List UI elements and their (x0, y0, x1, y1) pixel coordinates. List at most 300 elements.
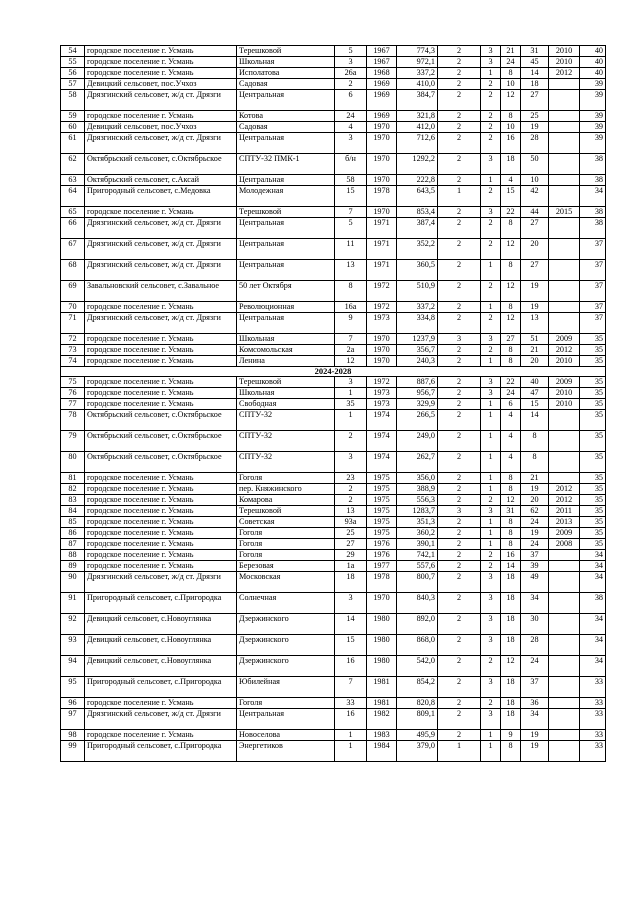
floors: 2 (438, 561, 481, 572)
residents: 27 (521, 260, 549, 281)
table-row (61, 334, 606, 345)
apartments: 4 (501, 175, 521, 186)
table-row (61, 635, 606, 656)
repair-year (549, 473, 580, 484)
row-number: 90 (61, 572, 85, 593)
year-built: 1972 (367, 377, 397, 388)
area: 356,0 (397, 473, 438, 484)
year-built: 1969 (367, 111, 397, 122)
floors: 2 (438, 410, 481, 431)
street: Центральная (237, 313, 335, 334)
area: 854,2 (397, 677, 438, 698)
row-number: 82 (61, 484, 85, 495)
table-row (61, 399, 606, 410)
wear-rank: 39 (580, 111, 606, 122)
entrances: 1 (481, 431, 501, 452)
street: Центральная (237, 90, 335, 111)
street: Школьная (237, 388, 335, 399)
year-built: 1975 (367, 517, 397, 528)
house-number: 9 (335, 313, 367, 334)
house-number: 11 (335, 239, 367, 260)
year-built: 1970 (367, 133, 397, 154)
year-built: 1970 (367, 345, 397, 356)
floors: 1 (438, 186, 481, 207)
municipality: городское поселение г. Усмань (85, 345, 237, 356)
residents: 25 (521, 111, 549, 122)
area: 868,0 (397, 635, 438, 656)
wear-rank: 38 (580, 207, 606, 218)
row-number: 97 (61, 709, 85, 730)
floors: 2 (438, 495, 481, 506)
residents: 14 (521, 410, 549, 431)
apartments: 4 (501, 431, 521, 452)
entrances: 1 (481, 356, 501, 367)
floors: 2 (438, 345, 481, 356)
floors: 2 (438, 550, 481, 561)
repair-year: 2015 (549, 207, 580, 218)
area: 887,6 (397, 377, 438, 388)
entrances: 3 (481, 46, 501, 57)
apartments: 15 (501, 186, 521, 207)
row-number: 58 (61, 90, 85, 111)
area: 892,0 (397, 614, 438, 635)
municipality: Дрязгинский сельсовет, ж/д ст. Дрязги (85, 239, 237, 260)
table-row (61, 133, 606, 154)
area: 840,3 (397, 593, 438, 614)
residents: 40 (521, 377, 549, 388)
year-built: 1970 (367, 175, 397, 186)
street: Гоголя (237, 698, 335, 709)
street: СПТУ-32 (237, 431, 335, 452)
repair-year (549, 218, 580, 239)
repair-year: 2010 (549, 57, 580, 68)
repair-year: 2010 (549, 46, 580, 57)
residents: 34 (521, 593, 549, 614)
residents: 30 (521, 614, 549, 635)
street: Центральная (237, 709, 335, 730)
residents: 19 (521, 122, 549, 133)
residents: 20 (521, 239, 549, 260)
entrances: 1 (481, 473, 501, 484)
floors: 2 (438, 593, 481, 614)
municipality: городское поселение г. Усмань (85, 68, 237, 79)
year-built: 1977 (367, 561, 397, 572)
floors: 2 (438, 517, 481, 528)
area: 334,8 (397, 313, 438, 334)
apartments: 8 (501, 345, 521, 356)
apartments: 6 (501, 399, 521, 410)
apartments: 9 (501, 730, 521, 741)
entrances: 1 (481, 528, 501, 539)
area: 249,0 (397, 431, 438, 452)
apartments: 24 (501, 57, 521, 68)
municipality: городское поселение г. Усмань (85, 495, 237, 506)
floors: 2 (438, 473, 481, 484)
apartments: 16 (501, 550, 521, 561)
house-number: 58 (335, 175, 367, 186)
table-row (61, 239, 606, 260)
municipality: Дрязгинский сельсовет, ж/д ст. Дрязги (85, 260, 237, 281)
row-number: 72 (61, 334, 85, 345)
table-row (61, 57, 606, 68)
municipality: Октябрьский сельсовет, с.Октябрьское (85, 154, 237, 175)
municipality: Девицкий сельсовет, с.Новоуглянка (85, 614, 237, 635)
year-built: 1978 (367, 186, 397, 207)
row-number: 80 (61, 452, 85, 473)
area: 556,3 (397, 495, 438, 506)
row-number: 67 (61, 239, 85, 260)
wear-rank: 39 (580, 122, 606, 133)
street: Центральная (237, 239, 335, 260)
municipality: Дрязгинский сельсовет, ж/д ст. Дрязги (85, 133, 237, 154)
table-row (61, 656, 606, 677)
municipality: Пригородный сельсовет, с.Медовка (85, 186, 237, 207)
table-row (61, 484, 606, 495)
year-built: 1973 (367, 399, 397, 410)
wear-rank: 39 (580, 133, 606, 154)
residents: 19 (521, 484, 549, 495)
wear-rank: 34 (580, 561, 606, 572)
wear-rank: 37 (580, 239, 606, 260)
table-row (61, 122, 606, 133)
table-row (61, 302, 606, 313)
year-built: 1980 (367, 614, 397, 635)
house-number: 2а (335, 345, 367, 356)
residents: 31 (521, 46, 549, 57)
wear-rank: 37 (580, 281, 606, 302)
municipality: городское поселение г. Усмань (85, 561, 237, 572)
repair-year (549, 281, 580, 302)
wear-rank: 35 (580, 334, 606, 345)
area: 222,8 (397, 175, 438, 186)
street: Ленина (237, 356, 335, 367)
apartments: 8 (501, 741, 521, 762)
house-number: 93а (335, 517, 367, 528)
apartments: 12 (501, 281, 521, 302)
house-number: 29 (335, 550, 367, 561)
table-row (61, 111, 606, 122)
street: Школьная (237, 334, 335, 345)
year-built: 1967 (367, 46, 397, 57)
apartments: 8 (501, 517, 521, 528)
area: 412,0 (397, 122, 438, 133)
year-built: 1975 (367, 506, 397, 517)
row-number: 68 (61, 260, 85, 281)
house-number: 2 (335, 79, 367, 90)
municipality: городское поселение г. Усмань (85, 528, 237, 539)
municipality: Девицкий сельсовет, с.Новоуглянка (85, 656, 237, 677)
wear-rank: 38 (580, 593, 606, 614)
area: 510,9 (397, 281, 438, 302)
street: Терешковой (237, 506, 335, 517)
municipality: Пригородный сельсовет, с.Пригородка (85, 741, 237, 762)
apartments: 10 (501, 122, 521, 133)
apartments: 8 (501, 260, 521, 281)
apartments: 8 (501, 484, 521, 495)
wear-rank: 40 (580, 57, 606, 68)
area: 390,1 (397, 539, 438, 550)
area: 388,9 (397, 484, 438, 495)
house-number: 2 (335, 495, 367, 506)
house-number: 3 (335, 377, 367, 388)
table-row (61, 730, 606, 741)
repair-year: 2013 (549, 517, 580, 528)
repair-year (549, 111, 580, 122)
house-number: 1 (335, 730, 367, 741)
year-built: 1972 (367, 302, 397, 313)
area: 321,8 (397, 111, 438, 122)
street: пер. Княжинского (237, 484, 335, 495)
municipality: городское поселение г. Усмань (85, 207, 237, 218)
year-built: 1976 (367, 539, 397, 550)
entrances: 2 (481, 345, 501, 356)
row-number: 92 (61, 614, 85, 635)
municipality: Дрязгинский сельсовет, ж/д ст. Дрязги (85, 709, 237, 730)
table-row (61, 154, 606, 175)
repair-year (549, 79, 580, 90)
street: Исполатова (237, 68, 335, 79)
house-number: 15 (335, 186, 367, 207)
table-row (61, 313, 606, 334)
municipality: Пригородный сельсовет, с.Пригородка (85, 593, 237, 614)
year-built: 1980 (367, 635, 397, 656)
repair-year: 2008 (549, 539, 580, 550)
entrances: 2 (481, 186, 501, 207)
wear-rank: 33 (580, 709, 606, 730)
residents: 19 (521, 302, 549, 313)
year-built: 1982 (367, 709, 397, 730)
row-number: 94 (61, 656, 85, 677)
repair-year (549, 593, 580, 614)
residents: 28 (521, 635, 549, 656)
year-built: 1974 (367, 410, 397, 431)
street: 50 лет Октября (237, 281, 335, 302)
row-number: 86 (61, 528, 85, 539)
entrances: 1 (481, 399, 501, 410)
wear-rank: 34 (580, 614, 606, 635)
row-number: 75 (61, 377, 85, 388)
floors: 2 (438, 431, 481, 452)
floors: 2 (438, 539, 481, 550)
street: Дзержинского (237, 656, 335, 677)
table-row (61, 506, 606, 517)
year-built: 1969 (367, 90, 397, 111)
entrances: 3 (481, 388, 501, 399)
wear-rank: 33 (580, 730, 606, 741)
street: Центральная (237, 260, 335, 281)
year-built: 1970 (367, 356, 397, 367)
residents: 21 (521, 345, 549, 356)
repair-year (549, 90, 580, 111)
residents: 44 (521, 207, 549, 218)
floors: 2 (438, 614, 481, 635)
row-number: 77 (61, 399, 85, 410)
table-row (61, 260, 606, 281)
apartments: 14 (501, 561, 521, 572)
repair-year (549, 452, 580, 473)
residents: 24 (521, 517, 549, 528)
street: Школьная (237, 57, 335, 68)
floors: 2 (438, 175, 481, 186)
floors: 2 (438, 133, 481, 154)
row-number: 99 (61, 741, 85, 762)
house-number: 25 (335, 528, 367, 539)
row-number: 93 (61, 635, 85, 656)
house-number: 26а (335, 68, 367, 79)
year-built: 1981 (367, 698, 397, 709)
repair-year (549, 260, 580, 281)
floors: 3 (438, 334, 481, 345)
repair-year (549, 614, 580, 635)
house-number: 5 (335, 46, 367, 57)
residents: 27 (521, 90, 549, 111)
table-row (61, 550, 606, 561)
row-number: 98 (61, 730, 85, 741)
entrances: 3 (481, 334, 501, 345)
floors: 2 (438, 79, 481, 90)
floors: 2 (438, 281, 481, 302)
table-row (61, 677, 606, 698)
house-number: 1а (335, 561, 367, 572)
entrances: 3 (481, 614, 501, 635)
house-number: 3 (335, 593, 367, 614)
house-number: 1 (335, 741, 367, 762)
apartments: 8 (501, 68, 521, 79)
house-number: 13 (335, 506, 367, 517)
street: Дзержинского (237, 635, 335, 656)
wear-rank: 39 (580, 90, 606, 111)
house-number: 7 (335, 677, 367, 698)
table-row (61, 79, 606, 90)
municipality: городское поселение г. Усмань (85, 302, 237, 313)
house-number: 33 (335, 698, 367, 709)
year-built: 1975 (367, 495, 397, 506)
area: 820,8 (397, 698, 438, 709)
area: 337,2 (397, 302, 438, 313)
apartments: 18 (501, 635, 521, 656)
apartments: 24 (501, 388, 521, 399)
house-number: 3 (335, 133, 367, 154)
area: 712,6 (397, 133, 438, 154)
year-built: 1970 (367, 334, 397, 345)
house-number: 4 (335, 122, 367, 133)
apartments: 16 (501, 133, 521, 154)
residents: 19 (521, 528, 549, 539)
floors: 2 (438, 218, 481, 239)
area: 351,3 (397, 517, 438, 528)
area: 542,0 (397, 656, 438, 677)
repair-year (549, 572, 580, 593)
year-built: 1983 (367, 730, 397, 741)
repair-year (549, 561, 580, 572)
year-built: 1968 (367, 68, 397, 79)
street: Молодежная (237, 186, 335, 207)
year-built: 1975 (367, 484, 397, 495)
floors: 3 (438, 506, 481, 517)
period-section-row (61, 367, 606, 377)
area: 1283,7 (397, 506, 438, 517)
repair-year (549, 302, 580, 313)
wear-rank: 38 (580, 154, 606, 175)
area: 800,7 (397, 572, 438, 593)
floors: 2 (438, 122, 481, 133)
apartments: 8 (501, 218, 521, 239)
entrances: 3 (481, 709, 501, 730)
residents: 10 (521, 175, 549, 186)
row-number: 63 (61, 175, 85, 186)
floors: 2 (438, 572, 481, 593)
entrances: 1 (481, 175, 501, 186)
table-row (61, 709, 606, 730)
entrances: 1 (481, 730, 501, 741)
entrances: 2 (481, 495, 501, 506)
house-number: 2 (335, 431, 367, 452)
repair-year (549, 410, 580, 431)
house-number: б/н (335, 154, 367, 175)
wear-rank: 35 (580, 399, 606, 410)
table-body (61, 46, 606, 762)
year-built: 1976 (367, 550, 397, 561)
municipality: городское поселение г. Усмань (85, 356, 237, 367)
year-built: 1971 (367, 239, 397, 260)
table-row (61, 495, 606, 506)
street: Центральная (237, 133, 335, 154)
floors: 2 (438, 528, 481, 539)
residents: 15 (521, 399, 549, 410)
row-number: 62 (61, 154, 85, 175)
residents: 62 (521, 506, 549, 517)
area: 387,4 (397, 218, 438, 239)
residents: 47 (521, 388, 549, 399)
floors: 2 (438, 698, 481, 709)
entrances: 2 (481, 698, 501, 709)
entrances: 1 (481, 68, 501, 79)
wear-rank: 38 (580, 218, 606, 239)
house-number: 18 (335, 572, 367, 593)
year-built: 1970 (367, 122, 397, 133)
house-number: 7 (335, 207, 367, 218)
housing-table (60, 45, 606, 762)
residents: 13 (521, 313, 549, 334)
house-number: 24 (335, 111, 367, 122)
wear-rank: 34 (580, 572, 606, 593)
repair-year: 2010 (549, 399, 580, 410)
entrances: 1 (481, 260, 501, 281)
residents: 8 (521, 431, 549, 452)
residents: 24 (521, 539, 549, 550)
entrances: 2 (481, 90, 501, 111)
apartments: 8 (501, 539, 521, 550)
table-row (61, 207, 606, 218)
wear-rank: 37 (580, 302, 606, 313)
municipality: Дрязгинский сельсовет, ж/д ст. Дрязги (85, 218, 237, 239)
area: 360,5 (397, 260, 438, 281)
row-number: 54 (61, 46, 85, 57)
row-number: 60 (61, 122, 85, 133)
street: Центральная (237, 218, 335, 239)
apartments: 18 (501, 698, 521, 709)
street: Гоголя (237, 550, 335, 561)
row-number: 95 (61, 677, 85, 698)
street: Гоголя (237, 473, 335, 484)
residents: 37 (521, 677, 549, 698)
entrances: 2 (481, 313, 501, 334)
apartments: 4 (501, 410, 521, 431)
municipality: городское поселение г. Усмань (85, 111, 237, 122)
residents: 27 (521, 218, 549, 239)
municipality: Девицкий сельсовет, пос.Учхоз (85, 122, 237, 133)
floors: 2 (438, 46, 481, 57)
